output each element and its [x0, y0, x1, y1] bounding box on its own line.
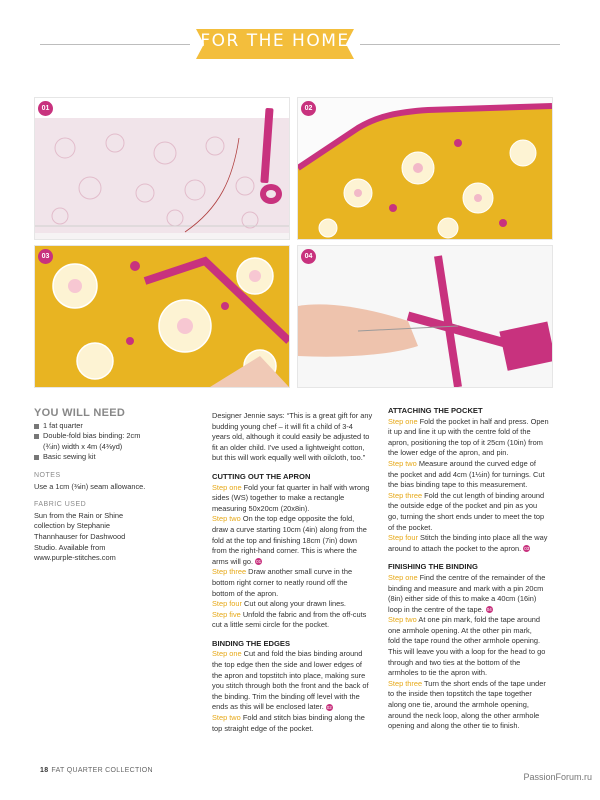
step-text: cut a little semi circle for the pocket.	[212, 620, 330, 630]
step-photo-03	[34, 245, 290, 388]
step-photo-01	[34, 97, 290, 240]
fabric-used-heading: FABRIC USED	[34, 501, 87, 509]
step-label: Step five	[212, 609, 241, 619]
step-text: the outside edge of the pocket and pin as you	[388, 501, 538, 511]
step-text: binding and measure and mark with a pin 20cm	[388, 583, 544, 593]
step-label: Step three	[388, 678, 423, 688]
step-text: loop in the centre of the tape.	[388, 604, 484, 614]
step-text: Cut and fold the bias binding around	[241, 649, 363, 659]
step-text: one armhole opening. At the other pin mark,	[388, 625, 532, 635]
step-text: you stitch through both the front and the back of	[212, 681, 369, 691]
step-text: apron, positioning the top of it 25cm (10in) from	[388, 437, 543, 447]
step-photo-04	[297, 245, 553, 388]
step-text: Measure around the curved edge of	[416, 458, 536, 468]
step-text: to the inside then topstitch the tape together	[388, 689, 532, 699]
materials-item: Basic sewing kit	[34, 452, 194, 463]
step-text: the apron and topstitch into place, making sure	[212, 670, 366, 680]
fabric-used-line: Sun from the Rain or Shine	[34, 510, 124, 520]
header-rule-right	[360, 44, 560, 45]
materials-item-continued: (¾in) width x 4m (4⅜yd)	[43, 441, 123, 451]
step-text: top straight edge of the pocket.	[212, 723, 314, 733]
photo-number-badge: 01	[38, 101, 53, 116]
step-text: the pocket and add 4cm (1½in) for turnings. Cut	[388, 469, 545, 479]
page-number: 18	[40, 767, 49, 774]
step-text: bottom right corner to neatly round off the	[212, 577, 348, 587]
fabric-used-line: Studio. Available from	[34, 542, 106, 552]
you-will-need-heading: YOU WILL NEED	[34, 407, 126, 419]
step-text: ends as this will be enclosed later.	[212, 702, 324, 712]
header-rule-left	[40, 44, 190, 45]
cutting-heading: CUTTING OUT THE APRON	[212, 471, 311, 481]
step-text: bottom of the apron.	[212, 588, 279, 598]
step-text: the lower edge of the apron, and pin.	[388, 448, 509, 458]
step-text: around the neck loop, along the other armhole	[388, 710, 540, 720]
step-label: Step four	[212, 599, 242, 609]
step-label: Step two	[388, 458, 417, 468]
step-text: it up and line it up with the centre fold of the	[388, 427, 531, 437]
finishing-heading: FINISHING THE BINDING	[388, 562, 478, 572]
intro-line: budding young chef – it will fit a child of 3-4	[212, 421, 353, 431]
step-label: Step two	[212, 514, 241, 524]
step-label: Step three	[212, 567, 247, 577]
materials-item: 1 fat quarter	[34, 421, 194, 432]
intro-line: years old, although it could easily be adjusted to	[212, 432, 370, 442]
step-label: Step one	[212, 649, 242, 659]
step-photo-02	[297, 97, 553, 240]
step-label: Step three	[388, 490, 423, 500]
step-text: Fold the cut length of binding around	[422, 490, 545, 500]
step-text: the bias binding tape to this measurement.	[388, 480, 528, 490]
step-text: opening and along the other tie to finish.	[388, 721, 520, 731]
step-text: from the right-hand corner. This is where the	[212, 546, 357, 556]
watermark: PassionForum.ru	[523, 772, 592, 782]
photo-number-badge: 04	[301, 249, 316, 264]
step-text: measuring 50x20cm (20x8in).	[212, 503, 310, 513]
step-text: armholes to tie the apron with.	[388, 668, 488, 678]
step-text: (8in) either side of this to make a 40cm (16in)	[388, 594, 537, 604]
step-text: fold the tape round the other armhole opening.	[388, 636, 541, 646]
step-label: Step one	[388, 572, 418, 582]
step-text: Fold and stitch bias binding along the	[240, 713, 365, 723]
step-label: Step two	[388, 615, 417, 625]
step-text: On the top edge opposite the fold,	[240, 514, 355, 524]
photo-ref-badge: 04	[486, 607, 492, 613]
step-text: This will leave you with a loop for the head to go	[388, 647, 546, 657]
fabric-used-line: Thannhauser for Dashwood	[34, 531, 126, 541]
step-text: the top edge then the side and lower edges of	[212, 660, 362, 670]
instructions-column-2	[212, 411, 382, 734]
step-text: fold at the top and finishing 18cm (7in) down	[212, 535, 358, 545]
step-text: Fold your fat quarter in half with wrong	[241, 482, 370, 492]
materials-column	[34, 408, 194, 564]
step-text: Find the centre of the remainder of the	[417, 572, 546, 582]
step-text: Draw another small curve in the	[246, 567, 353, 577]
fabric-used-line: collection by Stephanie	[34, 521, 111, 531]
materials-item: Double-fold bias binding: 2cm	[34, 431, 194, 442]
step-label: Step one	[388, 416, 418, 426]
step-text: Stitch the binding into place all the way	[418, 533, 548, 543]
page-footer	[40, 767, 153, 774]
step-text: At one pin mark, fold the tape around	[416, 615, 541, 625]
binding-heading: BINDING THE EDGES	[212, 638, 291, 648]
intro-line: but this will work equally well with oilcloth, too.”	[212, 453, 366, 463]
step-text: Cut out along your drawn lines.	[242, 599, 346, 609]
step-text: draw a curve starting 10cm (4in) along from the	[212, 524, 367, 534]
step-text: go, turning the short ends under to meet the top	[388, 511, 545, 521]
step-text: sides (WS) together to make a rectangle	[212, 493, 345, 503]
step-text: arms will go.	[212, 556, 254, 566]
section-title: FOR THE HOME	[200, 31, 350, 51]
step-text: of the pocket.	[388, 522, 433, 532]
notes-text: Use a 1cm (⅜in) seam allowance.	[34, 481, 146, 491]
step-text: along one tie, around the armhole opening,	[388, 700, 529, 710]
photo-number-badge: 02	[301, 101, 316, 116]
fabric-used-line: www.purple-stitches.com	[34, 553, 116, 563]
intro-line: Designer Jennie says: “This is a great gift for any	[212, 411, 373, 420]
step-text: Turn the short ends of the tape under	[422, 678, 546, 688]
photo-ref-badge: 02	[326, 704, 332, 710]
step-text: around to attach the pocket to the apron.	[388, 543, 522, 553]
step-text: Unfold the fabric and from the off-cuts	[240, 609, 367, 619]
step-label: Step four	[388, 533, 418, 543]
step-text: Fold the pocket in half and press. Open	[417, 416, 549, 426]
notes-heading: NOTES	[34, 471, 61, 479]
step-text: the binding. Trim the binding off level with the	[212, 691, 360, 701]
step-text: through and two ties at the bottom of the	[388, 657, 521, 667]
publication-name: FAT QUARTER COLLECTION	[51, 767, 153, 774]
photo-ref-badge: 03	[524, 546, 530, 552]
photo-ref-badge: 01	[256, 559, 262, 565]
pocket-heading: ATTACHING THE POCKET	[388, 406, 483, 415]
photo-number-badge: 03	[38, 249, 53, 264]
intro-line: fit an older child. I've used a lightweight cotton,	[212, 442, 365, 452]
instructions-column-3	[388, 406, 560, 732]
step-label: Step two	[212, 713, 241, 723]
step-label: Step one	[212, 482, 242, 492]
